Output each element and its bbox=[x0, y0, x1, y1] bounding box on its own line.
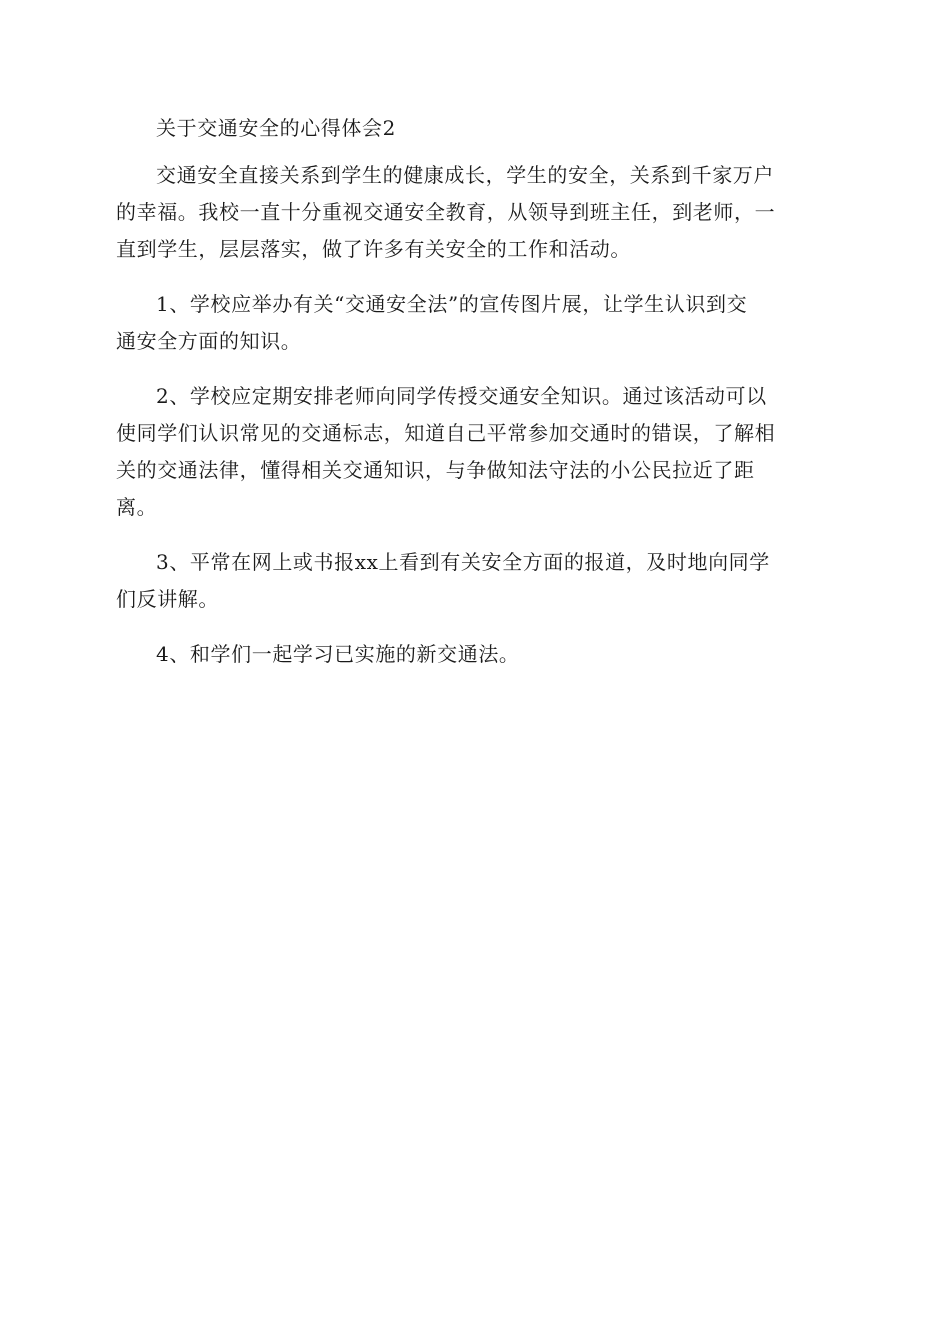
paragraph-item-1 bbox=[116, 286, 834, 360]
paragraph-line: 的幸福。我校一直十分重视交通安全教育，从领导到班主任，到老师，一 bbox=[116, 200, 776, 224]
paragraph-line: 离。 bbox=[116, 495, 158, 519]
paragraph-line: 们反讲解。 bbox=[116, 587, 219, 611]
paragraph-item-2 bbox=[116, 378, 834, 526]
document-title bbox=[116, 110, 834, 147]
paragraph-line: 4、和学们一起学习已实施的新交通法。 bbox=[156, 642, 520, 666]
paragraph-line: 直到学生，层层落实，做了许多有关安全的工作和活动。 bbox=[116, 237, 631, 261]
paragraph-line: 1、学校应举办有关“交通安全法”的宣传图片展，让学生认识到交 bbox=[156, 292, 748, 316]
paragraph-line: 3、平常在网上或书报xx上看到有关安全方面的报道，及时地向同学 bbox=[156, 550, 770, 574]
paragraph-line: 使同学们认识常见的交通标志，知道自己平常参加交通时的错误，了解相 bbox=[116, 421, 776, 445]
paragraph-line: 交通安全直接关系到学生的健康成长，学生的安全，关系到千家万户 bbox=[156, 163, 774, 187]
document-body bbox=[116, 110, 834, 691]
paragraph-line: 2、学校应定期安排老师向同学传授交通安全知识。通过该活动可以 bbox=[156, 384, 767, 408]
paragraph-item-4 bbox=[116, 636, 834, 673]
paragraph-line: 关的交通法律，懂得相关交通知识，与争做知法守法的小公民拉近了距 bbox=[116, 458, 755, 482]
paragraph-item-3 bbox=[116, 544, 834, 618]
paragraph-line: 通安全方面的知识。 bbox=[116, 329, 302, 353]
paragraph-intro bbox=[116, 157, 834, 268]
title-text: 关于交通安全的心得体会2 bbox=[156, 116, 396, 140]
